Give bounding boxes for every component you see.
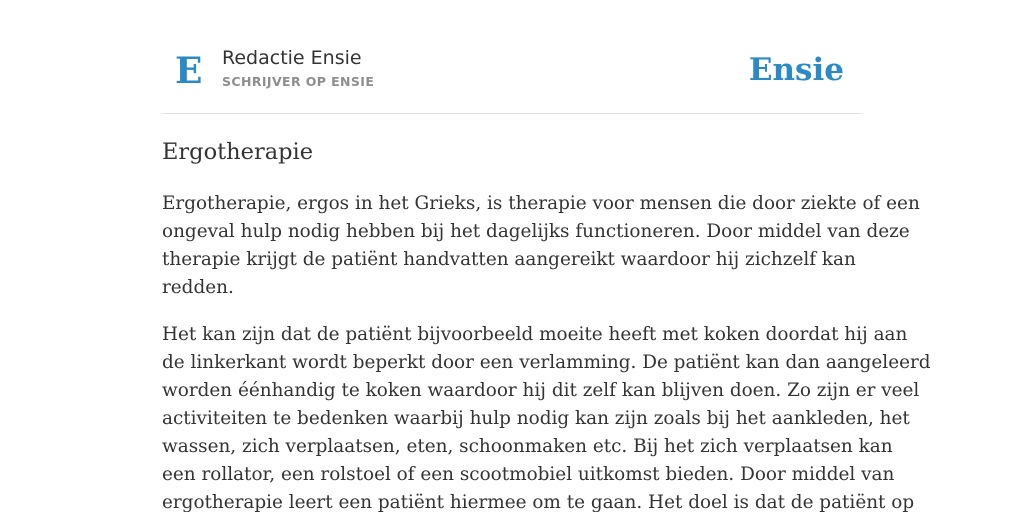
author-name-link[interactable]: Redactie Ensie: [222, 47, 362, 69]
text-line: Het kan zijn dat de patiënt bijvoorbeeld moeite heeft met koken doordat hij aan: [162, 324, 908, 345]
text-line: ongeval hulp nodig hebben bij het dagelijks functioneren. Door middel van deze: [162, 221, 910, 242]
text-line: activiteiten te bedenken waarbij hulp nodig kan zijn zoals bij het aankleden, het: [162, 408, 910, 429]
text-line: de linkerkant wordt beperkt door een verlamming. De patiënt kan dan aangeleerd: [162, 352, 931, 373]
text-line: worden éénhandig te koken waardoor hij dit zelf kan blijven doen. Zo zijn er veel: [162, 380, 920, 401]
author-header: [162, 40, 862, 114]
text-line: therapie krijgt de patiënt handvatten aangereikt waardoor hij zichzelf kan: [162, 249, 856, 270]
text-line: een rollator, een rolstoel of een scootmobiel uitkomst bieden. Door middel van: [162, 464, 895, 485]
text-line: ergotherapie leert een patiënt hiermee om te gaan. Het doel is dat de patiënt op: [162, 492, 915, 512]
article-title: Ergotherapie: [162, 139, 314, 165]
text-line: redden.: [162, 277, 234, 298]
text-line: wassen, zich verplaatsen, eten, schoonmaken etc. Bij het zich verplaatsen kan: [162, 436, 893, 457]
author-role: SCHRIJVER OP ENSIE: [222, 74, 375, 89]
paragraph-1: [162, 190, 920, 302]
author-logo[interactable]: E: [175, 50, 203, 92]
text-line: Ergotherapie, ergos in het Grieks, is therapie voor mensen die door ziekte of een: [162, 193, 920, 214]
brand-logo[interactable]: Ensie: [748, 52, 844, 88]
paragraph-2: [162, 321, 931, 512]
article-body: [162, 190, 931, 512]
